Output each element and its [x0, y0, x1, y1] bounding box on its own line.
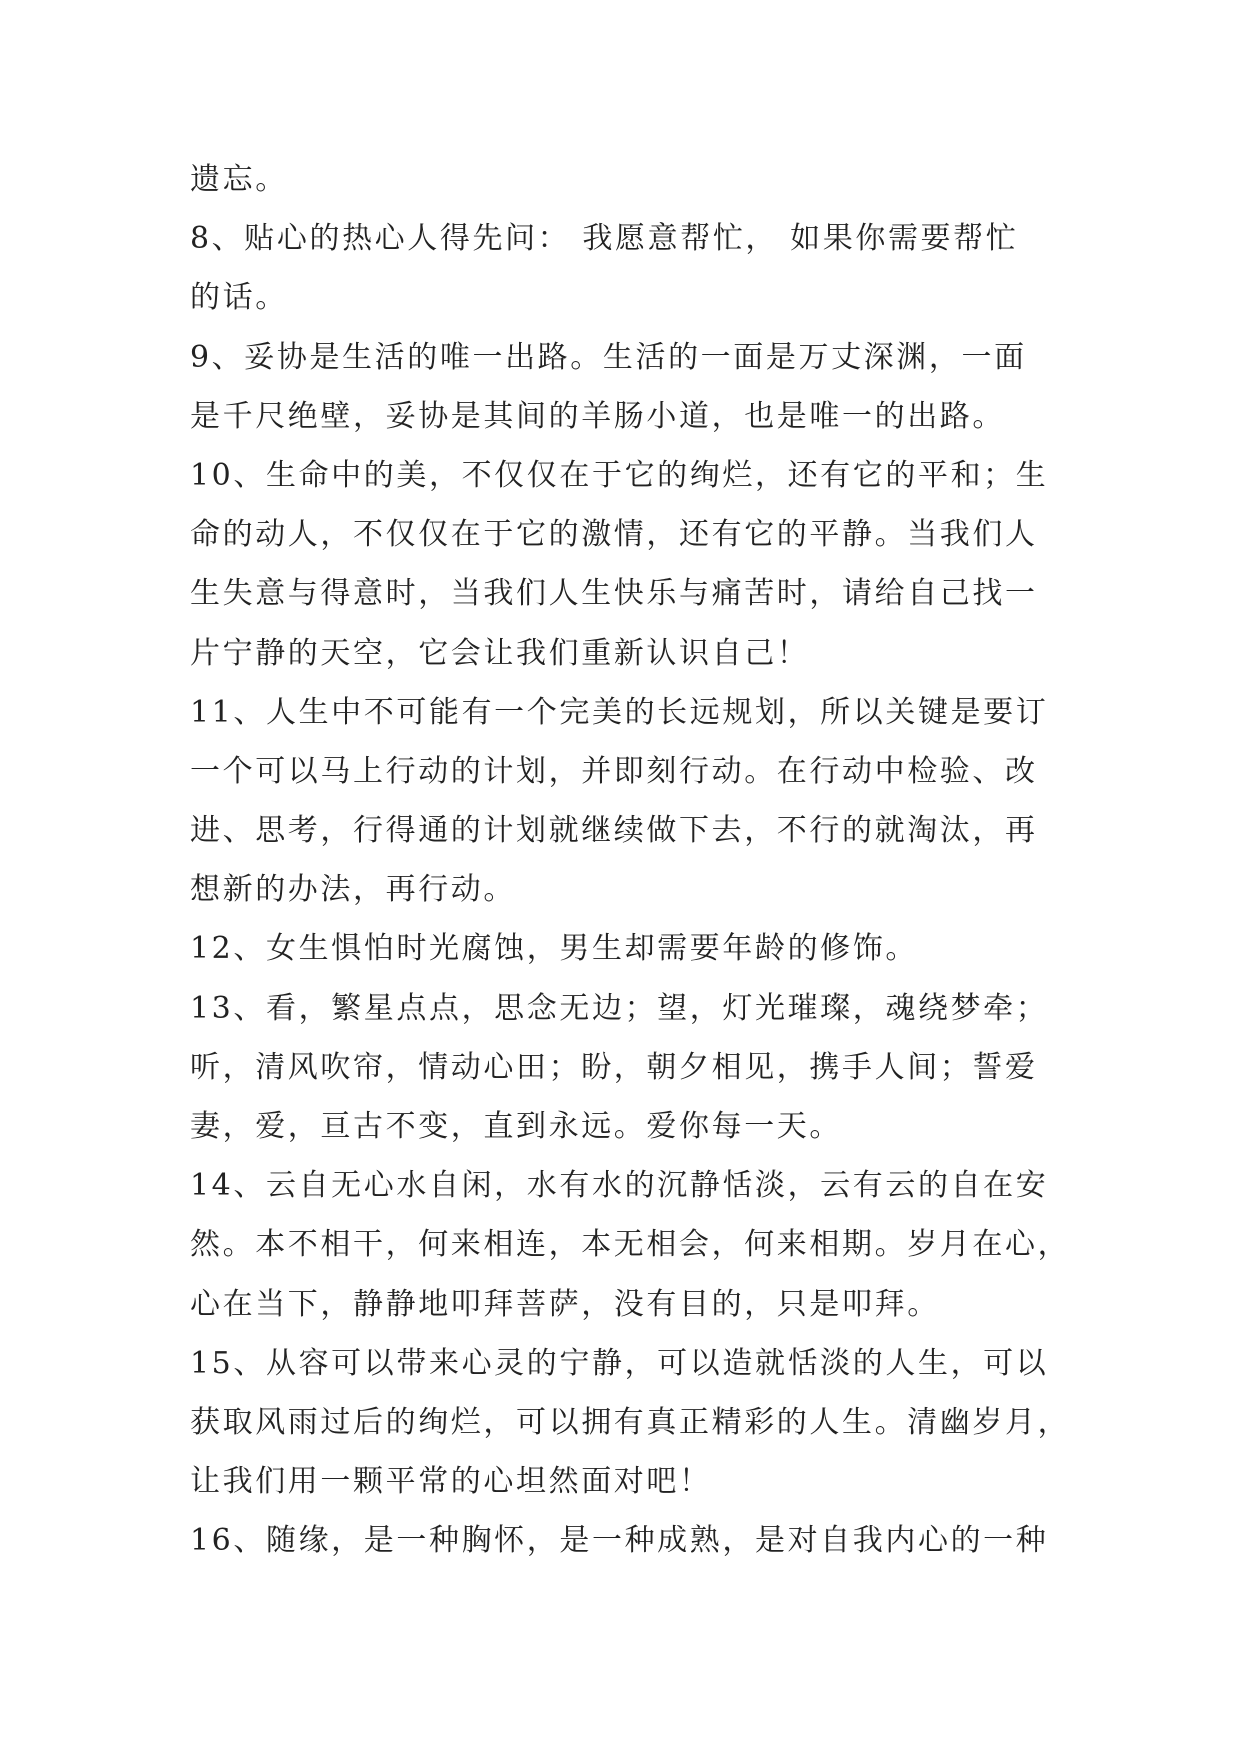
text-line: 13、看，繁星点点，思念无边；望，灯光璀璨，魂绕梦牵； — [190, 990, 1049, 1026]
text-line: 生失意与得意时，当我们人生快乐与痛苦时，请给自己找一 — [190, 576, 1038, 612]
text-line: 听，清风吹帘，情动心田；盼，朝夕相见，携手人间；誓爱 — [190, 1049, 1038, 1085]
document-page — [190, 150, 1071, 1571]
text-line: 16、随缘，是一种胸怀，是一种成熟，是对自我内心的一种 — [190, 1523, 1049, 1559]
text-line: 12、女生惧怕时光腐蚀，男生却需要年龄的修饰。 — [190, 931, 918, 967]
text-line: 15、从容可以带来心灵的宁静，可以造就恬淡的人生，可以 — [190, 1345, 1049, 1381]
text-line: 10、生命中的美，不仅仅在于它的绚烂，还有它的平和；生 — [190, 457, 1049, 493]
text-line: 14、云自无心水自闲，水有水的沉静恬淡，云有云的自在安 — [190, 1168, 1049, 1204]
text-line: 是千尺绝壁，妥协是其间的羊肠小道，也是唯一的出路。 — [190, 398, 1005, 434]
text-line: 8、贴心的热心人得先问： 我愿意帮忙， 如果你需要帮忙 — [190, 221, 1019, 257]
text-line: 命的动人，不仅仅在于它的激情，还有它的平静。当我们人 — [190, 517, 1038, 553]
text-line: 想新的办法，再行动。 — [190, 872, 516, 908]
text-line: 心在当下，静静地叩拜菩萨，没有目的，只是叩拜。 — [190, 1286, 940, 1322]
text-line: 的话。 — [190, 280, 288, 316]
text-line: 进、思考，行得通的计划就继续做下去，不行的就淘汰，再 — [190, 813, 1038, 849]
text-line: 让我们用一颗平常的心坦然面对吧！ — [190, 1464, 712, 1500]
text-line: 获取风雨过后的绚烂，可以拥有真正精彩的人生。清幽岁月， — [190, 1404, 1071, 1440]
text-line: 片宁静的天空，它会让我们重新认识自己！ — [190, 635, 810, 671]
text-line: 然。本不相干，何来相连，本无相会，何来相期。岁月在心， — [190, 1227, 1071, 1263]
text-line: 妻，爱，亘古不变，直到永远。爱你每一天。 — [190, 1109, 842, 1144]
text-line: 11、人生中不可能有一个完美的长远规划，所以关键是要订 — [190, 694, 1049, 730]
text-line: 一个可以马上行动的计划，并即刻行动。在行动中检验、改 — [190, 753, 1038, 789]
text-line: 遗忘。 — [190, 162, 288, 197]
text-line: 9、妥协是生活的唯一出路。生活的一面是万丈深渊，一面 — [190, 339, 1027, 375]
